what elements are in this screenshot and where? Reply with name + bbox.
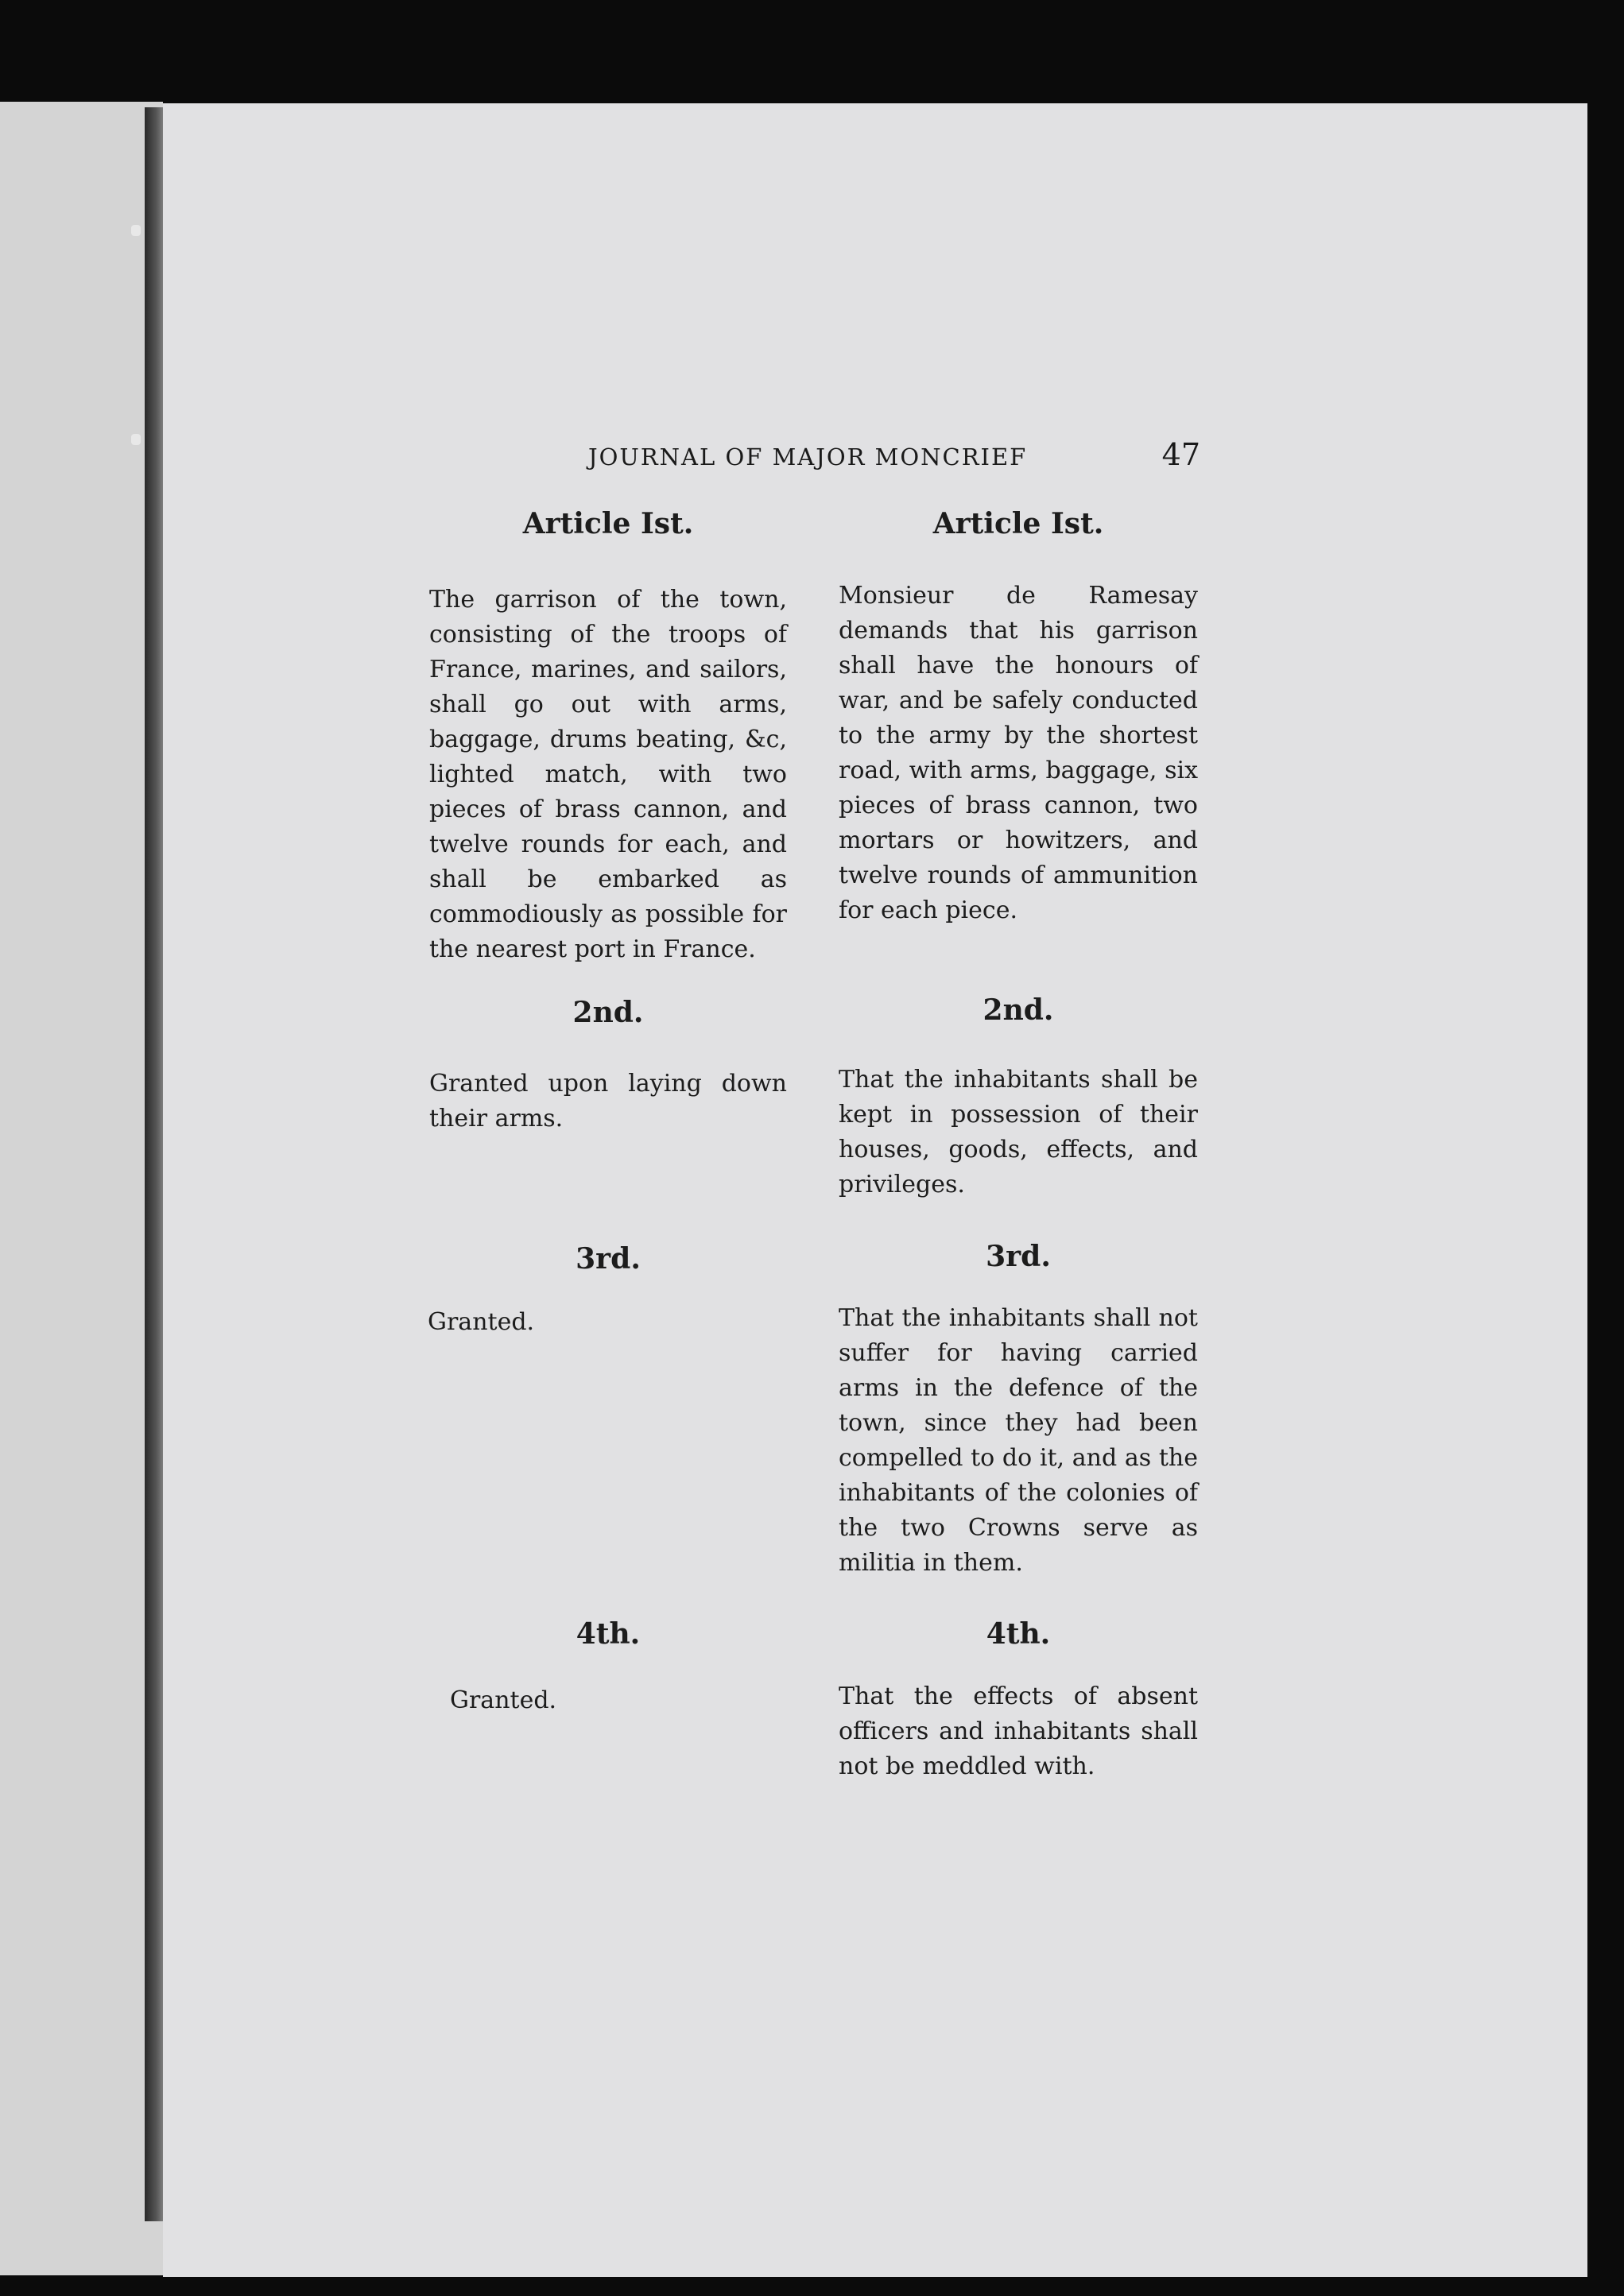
section-heading: 2nd. [572, 996, 644, 1029]
section-heading: 3rd. [986, 1240, 1051, 1273]
section-text: Granted. [428, 1308, 535, 1336]
margin-mark [131, 434, 141, 445]
section-heading: Article Ist. [932, 507, 1104, 540]
page-number: 47 [1161, 437, 1200, 472]
section-heading: 4th. [986, 1617, 1051, 1651]
section-text: That the inhabitants shall not suffer for having carried arms in the defence of the town, since they had been compelled to do it, and as the inhabitants of the colonies of the two Crowns serve as militia in them. [839, 1304, 1198, 1577]
section-heading: 4th. [576, 1617, 641, 1651]
margin-mark [131, 225, 141, 236]
section-text: That the effects of absent officers and inhabitants shall not be meddled with. [839, 1682, 1198, 1780]
section-text: That the inhabitants shall be kept in possession of their houses, goods, effects, and privileges. [839, 1066, 1198, 1198]
section-text: Granted. [450, 1686, 557, 1714]
section-text: Granted upon laying down their arms. [429, 1070, 787, 1133]
section-heading: Article Ist. [522, 507, 694, 540]
section-text: The garrison of the town, consisting of the troops of France, marines, and sailors, shall go out with arms, baggage, drums beating, &c, lighted match, with two pieces of brass cannon, and twelve rounds for each, and shall be embarked as commodiously as possible for the nearest port in France. [429, 586, 787, 963]
page-header [588, 437, 1200, 477]
facing-page-edge [0, 102, 163, 2275]
section-text: Monsieur de Ramesay demands that his garrison shall have the honours of war, and be safely conducted to the army by the shortest road, with arms, baggage, six pieces of brass cannon, two mortars or howitzers, and twelve rounds of ammunition for each piece. [839, 582, 1198, 924]
section-heading: 2nd. [983, 993, 1054, 1027]
running-head: JOURNAL OF MAJOR MONCRIEF [588, 443, 1028, 470]
section-heading: 3rd. [576, 1242, 641, 1276]
